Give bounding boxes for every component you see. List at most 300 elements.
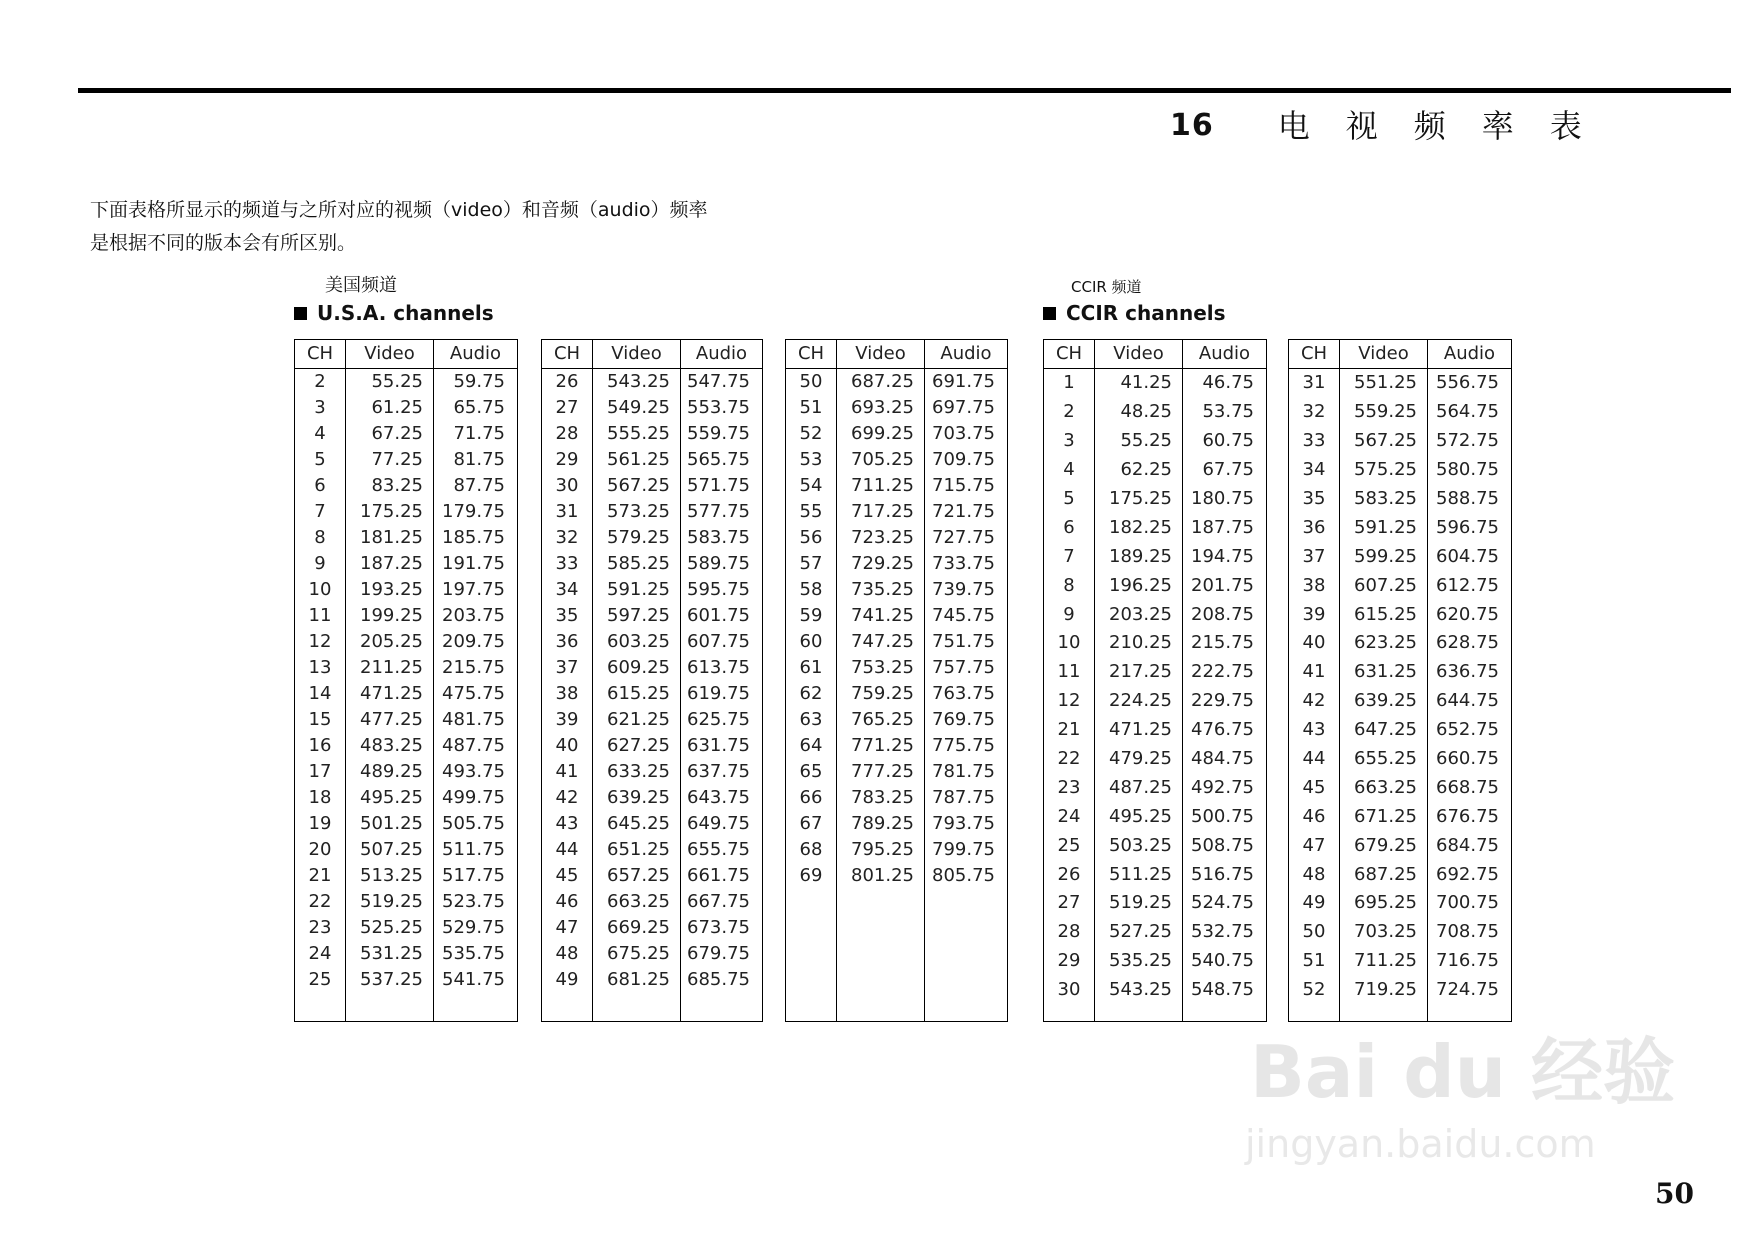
table-row [786, 837, 1008, 863]
channel-cell: 11 [295, 603, 346, 629]
table-row [295, 655, 518, 681]
video-frequency-cell: 687.25 [837, 369, 925, 396]
video-frequency-cell: 703.25 [1340, 918, 1428, 947]
audio-frequency-cell: 625.75 [687, 709, 750, 730]
table-row [1289, 513, 1512, 542]
table-row [1289, 773, 1512, 802]
audio-frequency-cell: 703.75 [932, 423, 995, 444]
audio-frequency-cell: 516.75 [1191, 863, 1254, 885]
table-filler-row [295, 993, 518, 1022]
video-frequency-cell: 503.25 [1095, 831, 1183, 860]
table-header-row [786, 340, 1008, 369]
channel-cell: 19 [295, 811, 346, 837]
table-row [786, 811, 1008, 837]
channel-cell: 2 [1044, 398, 1095, 427]
video-frequency-cell: 67.25 [346, 421, 434, 447]
table-row [295, 395, 518, 421]
audio-frequency-cell: 708.75 [1436, 921, 1499, 943]
table-row [295, 707, 518, 733]
channel-cell: 60 [786, 629, 837, 655]
video-frequency-cell: 623.25 [1340, 629, 1428, 658]
video-frequency-cell: 483.25 [346, 733, 434, 759]
table-row [295, 603, 518, 629]
video-frequency-cell: 663.25 [593, 889, 681, 915]
channel-cell: 13 [295, 655, 346, 681]
table-row [1044, 456, 1267, 485]
column-header-audio: Audio [1183, 340, 1267, 369]
video-frequency-cell: 175.25 [346, 499, 434, 525]
channel-cell: 62 [786, 681, 837, 707]
audio-frequency-cell: 60.75 [1202, 430, 1254, 452]
video-frequency-cell: 801.25 [837, 863, 925, 889]
audio-frequency-cell: 715.75 [932, 475, 995, 496]
video-frequency-cell: 471.25 [1095, 716, 1183, 745]
video-frequency-cell: 561.25 [593, 447, 681, 473]
channel-cell: 24 [1044, 802, 1095, 831]
channel-cell: 39 [542, 707, 593, 733]
channel-cell: 40 [542, 733, 593, 759]
channel-cell: 26 [542, 369, 593, 396]
audio-frequency-cell: 697.75 [932, 397, 995, 418]
table-row [295, 915, 518, 941]
channel-cell: 8 [1044, 571, 1095, 600]
table-row [1044, 485, 1267, 514]
video-frequency-cell: 753.25 [837, 655, 925, 681]
audio-frequency-cell: 565.75 [687, 449, 750, 470]
audio-frequency-cell: 46.75 [1202, 372, 1254, 394]
audio-frequency-cell: 660.75 [1436, 748, 1499, 770]
column-header-audio: Audio [925, 340, 1008, 369]
channel-cell: 36 [542, 629, 593, 655]
table-row [295, 837, 518, 863]
table-row [1289, 976, 1512, 1005]
audio-frequency-cell: 540.75 [1191, 950, 1254, 972]
intro-paragraph [90, 194, 708, 260]
audio-frequency-cell: 517.75 [442, 865, 505, 886]
channel-cell: 10 [1044, 629, 1095, 658]
column-header-video: Video [593, 340, 681, 369]
channel-cell: 37 [1289, 542, 1340, 571]
audio-frequency-cell: 775.75 [932, 735, 995, 756]
channel-cell: 37 [542, 655, 593, 681]
channel-cell: 46 [1289, 802, 1340, 831]
ccir-heading [1043, 302, 1226, 324]
column-header-video: Video [1095, 340, 1183, 369]
channel-cell: 4 [295, 421, 346, 447]
audio-frequency-cell: 589.75 [687, 553, 750, 574]
audio-frequency-cell: 571.75 [687, 475, 750, 496]
audio-frequency-cell: 769.75 [932, 709, 995, 730]
audio-frequency-cell: 805.75 [932, 865, 995, 886]
video-frequency-cell: 621.25 [593, 707, 681, 733]
video-frequency-cell: 211.25 [346, 655, 434, 681]
video-frequency-cell: 549.25 [593, 395, 681, 421]
video-frequency-cell: 669.25 [593, 915, 681, 941]
table-row [1289, 745, 1512, 774]
video-frequency-cell: 705.25 [837, 447, 925, 473]
channel-cell: 17 [295, 759, 346, 785]
video-frequency-cell: 519.25 [346, 889, 434, 915]
audio-frequency-cell: 492.75 [1191, 776, 1254, 798]
audio-frequency-cell: 799.75 [932, 839, 995, 860]
video-frequency-cell: 681.25 [593, 967, 681, 993]
video-frequency-cell: 719.25 [1340, 976, 1428, 1005]
channel-cell: 44 [542, 837, 593, 863]
video-frequency-cell: 723.25 [837, 525, 925, 551]
channel-cell: 24 [295, 941, 346, 967]
channel-cell: 38 [1289, 571, 1340, 600]
table-row [1044, 773, 1267, 802]
video-frequency-cell: 591.25 [1340, 513, 1428, 542]
audio-frequency-cell: 535.75 [442, 943, 505, 964]
audio-frequency-cell: 572.75 [1436, 430, 1499, 452]
table-filler-row [1289, 1005, 1512, 1022]
channel-cell: 43 [542, 811, 593, 837]
channel-cell: 68 [786, 837, 837, 863]
table-row [295, 421, 518, 447]
column-header-ch: CH [786, 340, 837, 369]
video-frequency-cell: 599.25 [1340, 542, 1428, 571]
table-row [542, 967, 763, 993]
audio-frequency-cell: 511.75 [442, 839, 505, 860]
channel-cell: 30 [1044, 976, 1095, 1005]
table-row [1289, 629, 1512, 658]
column-header-audio: Audio [1428, 340, 1512, 369]
table-row [1289, 398, 1512, 427]
table-row [1289, 716, 1512, 745]
channel-cell: 33 [1289, 427, 1340, 456]
column-header-audio: Audio [434, 340, 518, 369]
audio-frequency-cell: 733.75 [932, 553, 995, 574]
column-header-video: Video [346, 340, 434, 369]
channel-cell: 66 [786, 785, 837, 811]
audio-frequency-cell: 649.75 [687, 813, 750, 834]
video-frequency-cell: 535.25 [1095, 947, 1183, 976]
table-row [542, 707, 763, 733]
table-row [542, 577, 763, 603]
channel-cell: 52 [1289, 976, 1340, 1005]
audio-frequency-cell: 475.75 [442, 683, 505, 704]
video-frequency-cell: 679.25 [1340, 831, 1428, 860]
video-frequency-cell: 657.25 [593, 863, 681, 889]
audio-frequency-cell: 523.75 [442, 891, 505, 912]
table-row [542, 473, 763, 499]
video-frequency-cell: 639.25 [593, 785, 681, 811]
table-row [1044, 976, 1267, 1005]
watermark-logo: Bai du 经验 [1250, 1030, 1676, 1114]
table-row [1289, 802, 1512, 831]
video-frequency-cell: 196.25 [1095, 571, 1183, 600]
audio-frequency-cell: 484.75 [1191, 748, 1254, 770]
audio-frequency-cell: 724.75 [1436, 979, 1499, 1001]
video-frequency-cell: 671.25 [1340, 802, 1428, 831]
audio-frequency-cell: 547.75 [687, 371, 750, 392]
audio-frequency-cell: 553.75 [687, 397, 750, 418]
channel-cell: 10 [295, 577, 346, 603]
table-filler-row [542, 993, 763, 1022]
intro-line-2: 是根据不同的版本会有所区别。 [90, 232, 357, 254]
video-frequency-cell: 551.25 [1340, 369, 1428, 398]
audio-frequency-cell: 191.75 [442, 553, 505, 574]
channel-cell: 48 [542, 941, 593, 967]
channel-cell: 69 [786, 863, 837, 889]
audio-frequency-cell: 208.75 [1191, 603, 1254, 625]
audio-frequency-cell: 499.75 [442, 787, 505, 808]
usa-table-3 [785, 339, 1008, 1022]
audio-frequency-cell: 179.75 [442, 501, 505, 522]
channel-cell: 35 [542, 603, 593, 629]
video-frequency-cell: 555.25 [593, 421, 681, 447]
section-title: 电视频率表 [1277, 107, 1618, 145]
audio-frequency-cell: 652.75 [1436, 719, 1499, 741]
table-row [1289, 542, 1512, 571]
table-row [1044, 571, 1267, 600]
table-row [542, 681, 763, 707]
square-bullet-icon [1043, 307, 1056, 320]
video-frequency-cell: 607.25 [1340, 571, 1428, 600]
video-frequency-cell: 187.25 [346, 551, 434, 577]
channel-cell: 44 [1289, 745, 1340, 774]
video-frequency-cell: 771.25 [837, 733, 925, 759]
channel-cell: 33 [542, 551, 593, 577]
video-frequency-cell: 741.25 [837, 603, 925, 629]
table-row [1044, 369, 1267, 398]
video-frequency-cell: 527.25 [1095, 918, 1183, 947]
usa-label-cn: 美国频道 [325, 275, 397, 296]
audio-frequency-cell: 548.75 [1191, 979, 1254, 1001]
audio-frequency-cell: 692.75 [1436, 863, 1499, 885]
video-frequency-cell: 633.25 [593, 759, 681, 785]
channel-cell: 14 [295, 681, 346, 707]
audio-frequency-cell: 685.75 [687, 969, 750, 990]
audio-frequency-cell: 676.75 [1436, 805, 1499, 827]
channel-cell: 31 [1289, 369, 1340, 398]
audio-frequency-cell: 757.75 [932, 657, 995, 678]
table-row [1044, 831, 1267, 860]
table-row [786, 733, 1008, 759]
video-frequency-cell: 645.25 [593, 811, 681, 837]
channel-cell: 34 [542, 577, 593, 603]
video-frequency-cell: 513.25 [346, 863, 434, 889]
channel-cell: 3 [295, 395, 346, 421]
audio-frequency-cell: 716.75 [1436, 950, 1499, 972]
channel-cell: 9 [1044, 600, 1095, 629]
video-frequency-cell: 615.25 [593, 681, 681, 707]
column-header-ch: CH [1044, 340, 1095, 369]
channel-cell: 4 [1044, 456, 1095, 485]
video-frequency-cell: 789.25 [837, 811, 925, 837]
table-row [542, 655, 763, 681]
audio-frequency-cell: 65.75 [453, 397, 505, 418]
table-row [1289, 571, 1512, 600]
table-row [1044, 745, 1267, 774]
audio-frequency-cell: 197.75 [442, 579, 505, 600]
channel-cell: 56 [786, 525, 837, 551]
channel-cell: 53 [786, 447, 837, 473]
table-row [542, 499, 763, 525]
table-row [1044, 889, 1267, 918]
table-row [295, 967, 518, 993]
channel-cell: 23 [295, 915, 346, 941]
audio-frequency-cell: 679.75 [687, 943, 750, 964]
table-row [542, 915, 763, 941]
table-row [786, 603, 1008, 629]
audio-frequency-cell: 505.75 [442, 813, 505, 834]
audio-frequency-cell: 541.75 [442, 969, 505, 990]
column-header-ch: CH [1289, 340, 1340, 369]
audio-frequency-cell: 580.75 [1436, 459, 1499, 481]
table-row [1289, 456, 1512, 485]
video-frequency-cell: 711.25 [1340, 947, 1428, 976]
video-frequency-cell: 597.25 [593, 603, 681, 629]
audio-frequency-cell: 487.75 [442, 735, 505, 756]
channel-cell: 5 [295, 447, 346, 473]
channel-cell: 28 [1044, 918, 1095, 947]
video-frequency-cell: 639.25 [1340, 687, 1428, 716]
table-row [1289, 889, 1512, 918]
video-frequency-cell: 583.25 [1340, 485, 1428, 514]
channel-cell: 28 [542, 421, 593, 447]
channel-cell: 64 [786, 733, 837, 759]
video-frequency-cell: 729.25 [837, 551, 925, 577]
channel-cell: 38 [542, 681, 593, 707]
channel-cell: 27 [542, 395, 593, 421]
table-row [542, 941, 763, 967]
channel-cell: 8 [295, 525, 346, 551]
audio-frequency-cell: 700.75 [1436, 892, 1499, 914]
audio-frequency-cell: 577.75 [687, 501, 750, 522]
channel-cell: 58 [786, 577, 837, 603]
table-filler-row [786, 889, 1008, 1022]
channel-cell: 25 [295, 967, 346, 993]
usa-table-2 [541, 339, 763, 1022]
video-frequency-cell: 699.25 [837, 421, 925, 447]
channel-cell: 54 [786, 473, 837, 499]
channel-cell: 22 [295, 889, 346, 915]
channel-cell: 1 [1044, 369, 1095, 398]
channel-cell: 59 [786, 603, 837, 629]
audio-frequency-cell: 619.75 [687, 683, 750, 704]
video-frequency-cell: 591.25 [593, 577, 681, 603]
table-row [786, 525, 1008, 551]
channel-cell: 52 [786, 421, 837, 447]
channel-cell: 34 [1289, 456, 1340, 485]
channel-cell: 6 [295, 473, 346, 499]
table-row [542, 421, 763, 447]
video-frequency-cell: 495.25 [1095, 802, 1183, 831]
table-row [1044, 687, 1267, 716]
channel-cell: 45 [542, 863, 593, 889]
table-row [786, 447, 1008, 473]
table-row [542, 837, 763, 863]
video-frequency-cell: 579.25 [593, 525, 681, 551]
channel-cell: 7 [1044, 542, 1095, 571]
audio-frequency-cell: 588.75 [1436, 488, 1499, 509]
video-frequency-cell: 627.25 [593, 733, 681, 759]
audio-frequency-cell: 637.75 [687, 761, 750, 782]
audio-frequency-cell: 661.75 [687, 865, 750, 886]
video-frequency-cell: 615.25 [1340, 600, 1428, 629]
audio-frequency-cell: 201.75 [1191, 574, 1254, 596]
column-header-ch: CH [542, 340, 593, 369]
audio-frequency-cell: 793.75 [932, 813, 995, 834]
table-header-row [1044, 340, 1267, 369]
table-row [786, 655, 1008, 681]
audio-frequency-cell: 595.75 [687, 579, 750, 600]
audio-frequency-cell: 596.75 [1436, 516, 1499, 538]
video-frequency-cell: 759.25 [837, 681, 925, 707]
video-frequency-cell: 695.25 [1340, 889, 1428, 918]
channel-cell: 18 [295, 785, 346, 811]
video-frequency-cell: 175.25 [1095, 485, 1183, 514]
audio-frequency-cell: 508.75 [1191, 834, 1254, 856]
table-row [1044, 802, 1267, 831]
audio-frequency-cell: 673.75 [687, 917, 750, 938]
header-rule [78, 88, 1731, 93]
channel-cell: 47 [542, 915, 593, 941]
video-frequency-cell: 477.25 [346, 707, 434, 733]
ccir-label-en: CCIR channels [1066, 301, 1226, 325]
table-row [1289, 947, 1512, 976]
table-row [295, 733, 518, 759]
channel-cell: 67 [786, 811, 837, 837]
page-number: 50 [1655, 1177, 1694, 1210]
table-row [295, 941, 518, 967]
table-row [295, 369, 518, 396]
audio-frequency-cell: 727.75 [932, 527, 995, 548]
table-row [542, 525, 763, 551]
video-frequency-cell: 210.25 [1095, 629, 1183, 658]
channel-cell: 25 [1044, 831, 1095, 860]
audio-frequency-cell: 71.75 [453, 423, 505, 444]
audio-frequency-cell: 524.75 [1191, 892, 1254, 914]
video-frequency-cell: 567.25 [1340, 427, 1428, 456]
video-frequency-cell: 525.25 [346, 915, 434, 941]
video-frequency-cell: 651.25 [593, 837, 681, 863]
table-row [786, 473, 1008, 499]
video-frequency-cell: 479.25 [1095, 745, 1183, 774]
table-row [786, 395, 1008, 421]
table-row [1289, 918, 1512, 947]
table-row [295, 551, 518, 577]
channel-cell: 23 [1044, 773, 1095, 802]
table-row [542, 785, 763, 811]
video-frequency-cell: 55.25 [1095, 427, 1183, 456]
table-row [1044, 398, 1267, 427]
video-frequency-cell: 182.25 [1095, 513, 1183, 542]
channel-cell: 15 [295, 707, 346, 733]
column-header-video: Video [1340, 340, 1428, 369]
channel-cell: 42 [1289, 687, 1340, 716]
audio-frequency-cell: 81.75 [453, 449, 505, 470]
video-frequency-cell: 631.25 [1340, 658, 1428, 687]
table-row [786, 499, 1008, 525]
audio-frequency-cell: 613.75 [687, 657, 750, 678]
table-row [295, 525, 518, 551]
page-title [1170, 106, 1618, 146]
channel-cell: 51 [1289, 947, 1340, 976]
table-row [295, 447, 518, 473]
table-row [786, 707, 1008, 733]
channel-cell: 65 [786, 759, 837, 785]
audio-frequency-cell: 215.75 [1191, 632, 1254, 654]
channel-cell: 45 [1289, 773, 1340, 802]
table-row [786, 629, 1008, 655]
video-frequency-cell: 77.25 [346, 447, 434, 473]
audio-frequency-cell: 604.75 [1436, 545, 1499, 567]
channel-cell: 21 [1044, 716, 1095, 745]
audio-frequency-cell: 691.75 [932, 371, 995, 392]
